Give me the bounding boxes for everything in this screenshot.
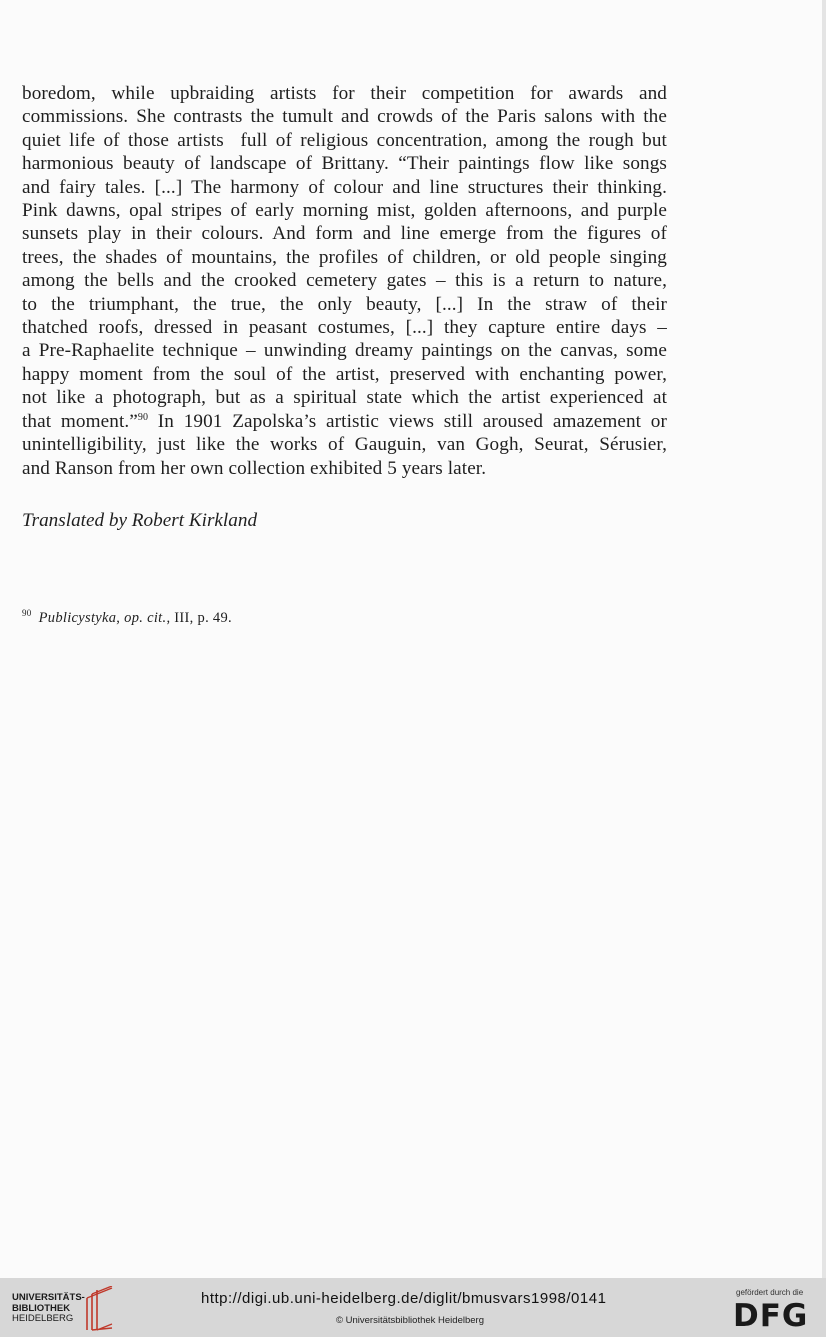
page-edge xyxy=(822,0,826,1278)
text-line: thatched roofs, dressed in peasant costumes, [...] they capture entire days – xyxy=(22,317,667,339)
university-library-wordmark: UNIVERSITÄTS- BIBLIOTHEK HEIDELBERG xyxy=(12,1292,85,1324)
text-line-with-footnote-ref: that moment.”$^{90}$ In 1901 Zapolska’s artistic views still aroused amazement or xyxy=(22,410,667,432)
text-line: trees, the shades of mountains, the profiles of children, or old people singing xyxy=(22,246,667,268)
footnote-reference: 90 xyxy=(137,411,149,423)
text-line: a Pre-Raphaelite technique – unwinding dreamy paintings on the canvas, some xyxy=(22,340,667,362)
text-line: quiet life of those artists full of religious concentration, among the rough but xyxy=(22,129,667,151)
footnote-separator: , xyxy=(116,610,125,626)
library-emblem-icon xyxy=(84,1286,116,1332)
text-line: happy moment from the soul of the artist, preserved with enchanting power, xyxy=(22,363,667,385)
text-line: unintelligibility, just like the works of Gauguin, van Gogh, Seurat, Sérusier, xyxy=(22,434,667,456)
footnote-citation: op. cit. xyxy=(124,610,167,626)
text-line: among the bells and the crooked cemetery gates – this is a return to nature, xyxy=(22,270,667,292)
copyright-notice: © Universitätsbibliothek Heidelberg xyxy=(336,1315,484,1326)
text-line: Pink dawns, opal stripes of early morning mist, golden afternoons, and purple xyxy=(22,200,667,222)
text-line: harmonious beauty of landscape of Brittany. “Their paintings flow like songs xyxy=(22,153,667,175)
footnote-number: 90 xyxy=(22,608,32,618)
permalink-url[interactable]: http://digi.ub.uni-heidelberg.de/diglit/bmusvars1998/0141 xyxy=(201,1290,607,1307)
dfg-logo[interactable]: DFG xyxy=(733,1298,809,1334)
text-line: to the triumphant, the true, the only beauty, [...] In the straw of their xyxy=(22,293,667,315)
text-line: sunsets play in their colours. And form and line emerge from the figures of xyxy=(22,223,667,245)
text-line: and Ranson from her own collection exhibited 5 years later. xyxy=(22,457,487,479)
text-line: and fairy tales. [...] The harmony of colour and line structures their thinking. xyxy=(22,176,667,198)
footnote xyxy=(22,610,232,627)
footer-bar xyxy=(0,1278,826,1337)
text-line: boredom, while upbraiding artists for their competition for awards and xyxy=(22,83,667,104)
translator-credit: Translated by Robert Kirkland xyxy=(22,510,258,531)
text-line: commissions. She contrasts the tumult and crowds of the Paris salons with the xyxy=(22,106,667,128)
body-text xyxy=(22,82,667,480)
university-library-logo[interactable] xyxy=(12,1293,122,1333)
footnote-rest: , III, p. 49. xyxy=(166,610,232,626)
footnote-title: Publicystyka xyxy=(38,610,117,626)
funding-note: gefördert durch die xyxy=(736,1288,804,1297)
text-line: not like a photograph, but as a spiritual state which the artist experienced at xyxy=(22,387,667,409)
